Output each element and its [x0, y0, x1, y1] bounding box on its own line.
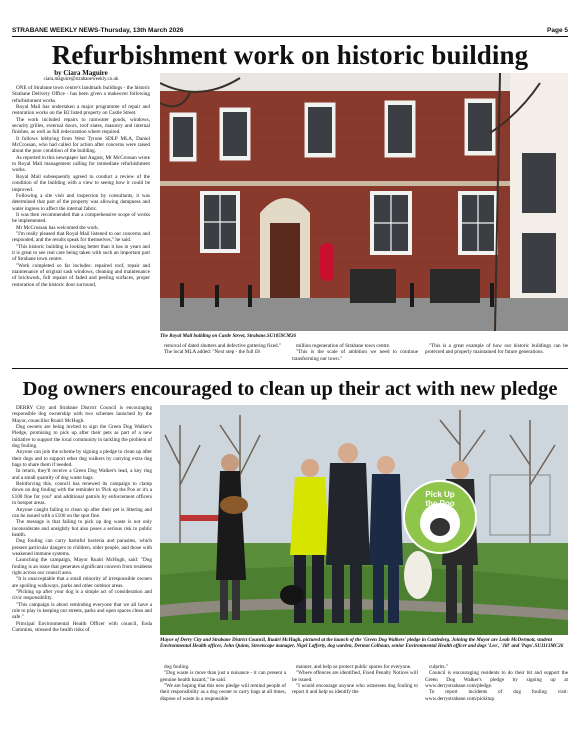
paragraph: DERRY City and Strabane District Council is encouraging responsible dog ownership with two schemes launched by the Mayor, councillor Ruairi McHugh.: [12, 405, 152, 424]
paragraph: "It is unacceptable that a small minority of irresponsible owners are spoiling walkways, parks and other outdoor areas.: [12, 576, 152, 589]
paragraph: The work included repairs to rainwater goods, windows, security grilles, external doors, roof slates, masonry and internal finishes, as well as full redecoration where required.: [12, 116, 150, 136]
paragraph: Launching the campaign, Mayor Ruairi McHugh, said: "Dog fouling is an issue that generates significant concern from residents right across our council area.: [12, 557, 152, 576]
pledge-sign-line-1: Pick Up: [425, 490, 455, 499]
story1-column-4: [425, 343, 568, 356]
paragraph: "We are hoping that this new pledge will remind people of their responsibility as a dog owner to carry bags at all times, dispose of waste in a responsible: [160, 683, 286, 702]
paragraph: "This is the scale of ambition we need to continue transforming our town.": [292, 349, 418, 362]
story2-headline: Dog owners encouraged to clean up their act with new pledge: [22, 378, 558, 400]
story2-column-2: [160, 664, 286, 702]
paragraph: manner, and help us protect public spaces for everyone.: [296, 664, 412, 670]
dog-pledge-photo: [160, 405, 568, 635]
story1-body: [12, 85, 150, 288]
paragraph: "I'm really pleased that Royal Mail listened to our concerns and responded, and the results speak for themselves," he said.: [12, 230, 150, 244]
paragraph: It follows lobbying from West Tyrone SDLP MLA, Daniel McCrossan, who had called for action after concerns were raised about the poor condition of the building.: [12, 135, 150, 155]
story2-column-1: [12, 405, 152, 727]
paragraph: "This historic building is looking better than it has in years and it is great to see real care being taken with such an important part of Strabane town centre.: [12, 243, 150, 263]
paragraph: To report incidents of dog fouling visit: www.derrystrabane.com/pickitup: [425, 689, 568, 702]
paragraph: Royal Mail has undertaken a major programme of repair and restoration works on the B2 listed property on Castle Street.: [12, 104, 150, 117]
paragraph: "Picking up after your dog is a simple act of consideration and civic responsibility.: [12, 588, 152, 602]
paragraph: dog fouling.: [164, 664, 190, 670]
story1-caption: The Royal Mail building on Castle Street, Strabane.SU1059CM26: [160, 334, 296, 339]
section-divider: [12, 368, 568, 369]
paragraph: In return, they'll receive a Green Dog Walker's lead, a key ring and a small quantity of dog waste bags.: [12, 468, 152, 481]
pledge-sign-line-2: the Poo: [425, 499, 455, 508]
page-masthead: [12, 27, 568, 37]
paragraph: Dog owners are being invited to sign the Green Dog Walker's Pledge, promising to pick up after their pets as part of a new initiative to support the local community in tackling the problem of dog fouling.: [12, 424, 152, 450]
paragraph: The local MLA added: "Next step - the full £8: [164, 349, 260, 356]
paragraph: Council is encouraging residents to do their bit and support the Green Dog Walker's pledge by signing up at www.derrystrabane.com/pledge.: [425, 670, 568, 690]
page-number: Page 5: [547, 27, 568, 34]
byline-email[interactable]: ciara.maguire@strabaneweekly.co.uk: [43, 77, 119, 82]
paragraph: "Work completed so far includes: repaired roof, repair and maintenance of original sash windows, cleaning and maintenance of brickwork, full repaint of faded and peeling surfaces, proper restoration of the historic door surround,: [12, 262, 150, 288]
paragraph: Anyone caught failing to clean up after their pet is littering and can be issued with a £100 on the spot fine.: [12, 506, 152, 519]
paragraph: million regeneration of Strabane town centre.: [296, 343, 391, 349]
paragraph: The message is that failing to pick up dog waste is not only inconsiderate and unsightly but also poses a serious risk to public health.: [12, 519, 152, 538]
royal-mail-building-image: [160, 73, 568, 331]
paragraph: Mr McCrossan has welcomed the work.: [16, 224, 99, 231]
dog-pledge-launch-image: [160, 405, 568, 635]
masthead-date: STRABANE WEEKLY NEWS-Thursday, 13th March 2026: [12, 27, 184, 34]
story1-column-1: [12, 69, 150, 354]
paragraph: It was then recommended that a comprehensive scope of works be implemented.: [12, 211, 150, 225]
paragraph: Reinforcing this, council has renewed its campaign to clamp down on dog fouling with the reminder to 'Pick up the Poo or it's a £100 fine for you!' and additional patrols by enforcement officers in hotspot areas.: [12, 481, 152, 507]
story2-column-4: [425, 664, 568, 702]
paragraph: culprits.": [429, 664, 448, 670]
story1-column-2: [160, 343, 286, 356]
paragraph: removal of dated shutters and defective guttering fixed.": [164, 343, 282, 349]
paragraph: ONE of Strabane town centre's landmark buildings - the historic Strabane Delivery Office - has been given a makeover following refurbishment works.: [12, 85, 150, 104]
story2-column-3: [292, 664, 418, 696]
paragraph: Anyone can join the scheme by signing a pledge to clean up after their dogs and to support other dog walkers by carrying extra dog bags to share them if needed.: [12, 449, 152, 469]
story1-headline: Refurbishment work on historic building: [51, 40, 529, 70]
paragraph: As reported in this newspaper last August, Mr McCrossan wrote to Royal Mail management calling for immediate refurbishment works.: [12, 154, 150, 174]
paragraph: "This campaign is about reminding everyone that we all have a role to play in keeping our streets, parks and open spaces clean and safe.": [12, 601, 152, 621]
byline: by Ciara Maguire: [54, 69, 108, 77]
paragraph: "Where offences are identified, Fixed Penalty Notices will be issued.: [292, 670, 418, 683]
paragraph: Principal Environmental Health Officer with council, Eoda Cummins, stressed the health risks of: [12, 620, 152, 634]
paragraph: "Dog waste is more than just a nuisance - it can present a genuine health hazard," he said.: [160, 670, 286, 683]
paragraph: Dog fouling can carry harmful bacteria and parasites, which present particular dangers to children, older people, and those with weakened immune systems.: [12, 538, 152, 557]
paragraph: "This is a great example of how our historic buildings can be protected and properly maintained for future generations.: [425, 343, 568, 356]
story1-column-3: [292, 343, 418, 362]
post-office-photo: [160, 73, 568, 331]
paragraph: Royal Mail subsequently agreed to conduct a review of the condition of the building with a view to seeing how it could be improved.: [12, 173, 150, 193]
story2-caption: Mayor of Derry City and Strabane District Council, Ruairi McHugh, pictured at the launch of the 'Green Dog Walkers' pledge in Castlederg. Joining the Mayor are Leah McDermott, student Environmental Health officer, John Quinn, Streetscape manager, Nigel Lafferty, dog warden, Dermot Colhoun, senior Environmental Health officer and dogs 'Leo', 'Jill' and 'Paps'.SU1113MC26: [160, 638, 564, 649]
paragraph: "I would encourage anyone who witnesses dog fouling to report it and help us identify the: [292, 683, 418, 696]
paragraph: Following a site visit and inspection by consultants, it was determined that part of the property was allowing dampness and water ingress to affect the internal fabric.: [12, 192, 150, 212]
